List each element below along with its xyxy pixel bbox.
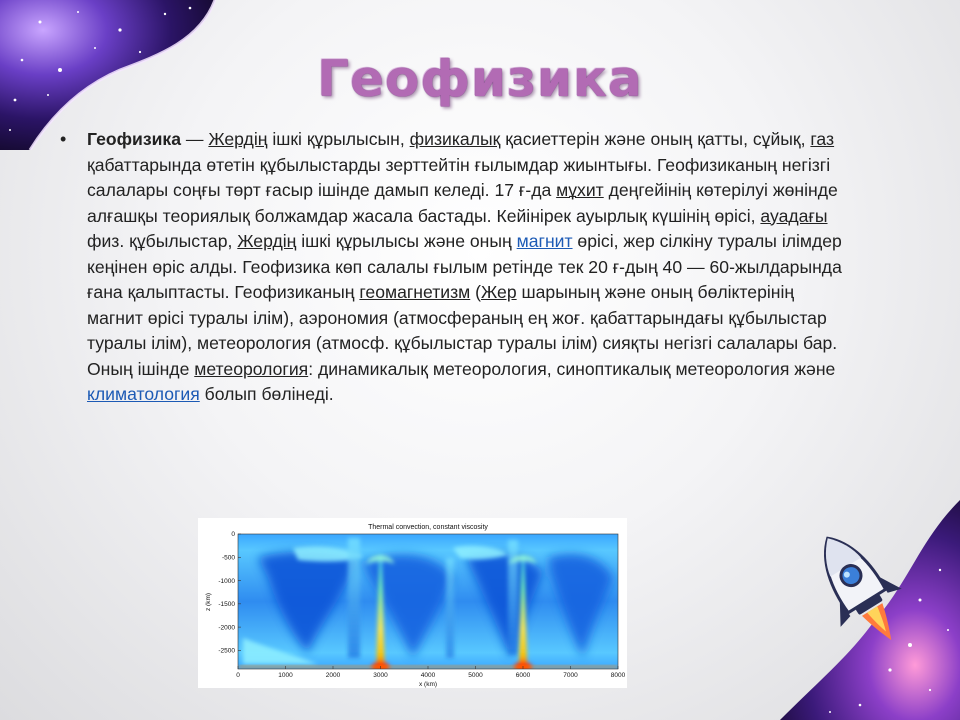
link-gaz[interactable]: газ <box>810 129 835 149</box>
text-segment: : динамикалық метеорология, синоптикалық метеорология және <box>308 358 836 379</box>
convection-figure <box>198 518 627 688</box>
chart-title: Thermal convection, constant viscosity <box>368 524 488 531</box>
main-paragraph <box>60 127 850 408</box>
y-tick-label: -1000 <box>218 577 235 585</box>
x-tick-label: 6000 <box>515 672 531 679</box>
x-tick-label: 5000 <box>468 672 483 679</box>
y-axis-label: z (km) <box>205 592 212 612</box>
y-tick-label: -2000 <box>218 624 235 632</box>
y-tick-label: -1500 <box>218 601 235 609</box>
x-tick-label: 3000 <box>373 672 388 679</box>
x-tick-label: 4000 <box>420 672 436 679</box>
x-tick-label: 8000 <box>610 672 626 679</box>
text-segment: болып бөлінеді. <box>199 384 334 404</box>
x-tick-label: 1000 <box>278 672 293 679</box>
text-segment: ішкі құрылысын, <box>267 129 410 149</box>
link-jerdin-2[interactable]: Жердің <box>237 231 297 251</box>
x-tick-label: 0 <box>236 672 240 679</box>
y-axis <box>218 531 241 654</box>
link-meteorologiya[interactable]: метеорология <box>194 358 309 379</box>
text-segment: шарының және оның бөліктерінің магнит өрісі туралы ілім), аэрономия (атмосфераның ең жоғ. қабаттарындағы құбылыстар туралы ілім), метеорология (атмосф. құбылыстар туралы ілім) сияқты негізгі салалары бар. Оның ішінде <box>87 282 838 379</box>
x-tick-label: 7000 <box>563 672 578 679</box>
convection-heatmap <box>198 518 627 688</box>
text-segment: қабаттарында өтетін құбылыстарды зерттейтін ғылымдар жиынтығы. Геофизиканың негізгі салалары соңғы төрт ғасыр ішінде дамып келеді. 17 ғ-да <box>87 154 831 200</box>
x-axis-label: x (km) <box>418 681 438 688</box>
link-klimatologiya[interactable]: климатология <box>87 384 200 404</box>
link-jer[interactable]: Жер <box>481 282 517 302</box>
link-magnit[interactable]: магнит <box>516 231 573 251</box>
y-tick-label: -2500 <box>218 647 235 655</box>
text-segment: деңгейінің көтерілуі жөнінде алғашқы теориялық болжамдар жасала бастады. Кейінірек ауырлық күшінің өрісі, <box>87 180 838 226</box>
text-segment: қасиеттерін және оның қатты, сұйық, <box>500 129 811 149</box>
heatmap-field <box>238 534 618 672</box>
x-tick-label: 2000 <box>325 672 341 679</box>
link-jerdin[interactable]: Жердің <box>208 129 268 149</box>
term-geophysics: Геофизика <box>87 129 181 149</box>
y-tick-label: -500 <box>221 554 235 562</box>
slide-title: Геофизика <box>317 50 643 108</box>
text-segment: — <box>180 129 209 149</box>
text-segment: физ. құбылыстар, <box>87 231 238 251</box>
text-segment: өрісі, жер сілкіну туралы ілімдер кеңінен өріс алды. Геофизика көп салалы ғылым ретінде тек 20 ғ-дың 40 — 60-жылдарында ғана қалыптасты. Геофизиканың <box>87 231 842 302</box>
link-geomagnetizm[interactable]: геомагнетизм <box>359 282 471 302</box>
text-segment: ішкі құрылысы және оның <box>296 231 517 251</box>
link-mukhit[interactable]: мұхит <box>556 180 604 200</box>
rocket-icon <box>800 525 918 655</box>
bullet-dot: • <box>60 129 67 149</box>
link-auadagy[interactable]: ауадағы <box>760 205 828 226</box>
y-tick-label: 0 <box>231 531 235 539</box>
text-segment: ( <box>470 282 482 302</box>
link-fizikalyk[interactable]: физикалық <box>409 129 501 149</box>
